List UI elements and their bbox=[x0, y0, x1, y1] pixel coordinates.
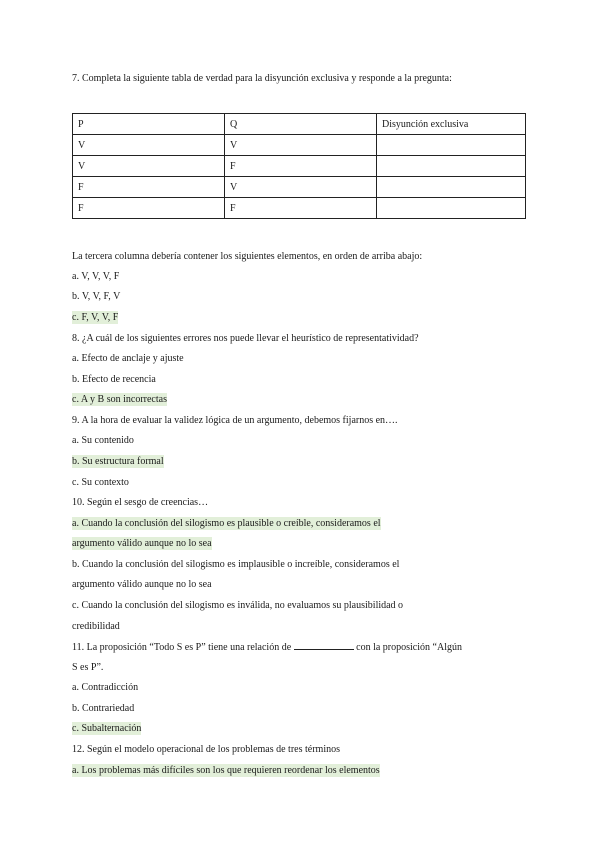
q12-prompt: 12. Según el modelo operacional de los problemas de tres términos bbox=[72, 744, 340, 755]
cell-xor[interactable] bbox=[377, 156, 526, 177]
header-p: P bbox=[73, 114, 225, 135]
q10-option-c-cont: credibilidad bbox=[72, 621, 120, 632]
cell-xor[interactable] bbox=[377, 198, 526, 219]
table-header-row bbox=[73, 114, 526, 135]
q7-option-a: a. V, V, V, F bbox=[72, 271, 120, 282]
q8-option-b: b. Efecto de recencia bbox=[72, 374, 156, 385]
cell-p: V bbox=[73, 135, 225, 156]
q11-prompt-cont: S es P”. bbox=[72, 662, 104, 673]
header-xor: Disyunción exclusiva bbox=[377, 114, 526, 135]
header-q: Q bbox=[225, 114, 377, 135]
q11-option-a: a. Contradicción bbox=[72, 682, 139, 693]
truth-table bbox=[72, 113, 526, 219]
q11-prompt-start: 11. La proposición “Todo S es P” tiene una relación de bbox=[72, 642, 292, 653]
q11-prompt-end: con la proposición “Algún bbox=[356, 642, 462, 653]
q10-option-a-cont: argumento válido aunque no lo sea bbox=[72, 538, 212, 549]
cell-xor[interactable] bbox=[377, 135, 526, 156]
q10-option-b-cont: argumento válido aunque no lo sea bbox=[72, 579, 212, 590]
q7-prompt: 7. Completa la siguiente tabla de verdad para la disyunción exclusiva y responde a la pregunta: bbox=[72, 73, 452, 84]
cell-q: V bbox=[225, 135, 377, 156]
q9-option-b: b. Su estructura formal bbox=[72, 456, 164, 467]
q7-option-b: b. V, V, F, V bbox=[72, 291, 121, 302]
q11-option-b: b. Contrariedad bbox=[72, 703, 135, 714]
table-row bbox=[73, 177, 526, 198]
q10-option-c: c. Cuando la conclusión del silogismo es inválida, no evaluamos su plausibilidad o bbox=[72, 600, 404, 611]
q8-option-c: c. A y B son incorrectas bbox=[72, 394, 167, 405]
table-row bbox=[73, 198, 526, 219]
q10-option-b: b. Cuando la conclusión del silogismo es implausible o increíble, consideramos el bbox=[72, 559, 400, 570]
q12-option-a: a. Los problemas más difíciles son los que requieren reordenar los elementos bbox=[72, 765, 380, 776]
cell-q: V bbox=[225, 177, 377, 198]
q11-prompt bbox=[72, 640, 462, 654]
q9-option-c: c. Su contexto bbox=[72, 477, 129, 488]
q10-prompt: 10. Según el sesgo de creencias… bbox=[72, 497, 209, 508]
q8-option-a: a. Efecto de anclaje y ajuste bbox=[72, 353, 184, 364]
q8-prompt: 8. ¿A cuál de los siguientes errores nos puede llevar el heurístico de representatividad? bbox=[72, 333, 419, 344]
cell-q: F bbox=[225, 156, 377, 177]
table-row bbox=[73, 135, 526, 156]
q9-option-a: a. Su contenido bbox=[72, 435, 134, 446]
q11-option-c: c. Subalternación bbox=[72, 723, 142, 734]
q7-option-c: c. F, V, V, F bbox=[72, 312, 119, 323]
cell-p: F bbox=[73, 198, 225, 219]
cell-q: F bbox=[225, 198, 377, 219]
answer-blank[interactable] bbox=[294, 640, 354, 650]
cell-p: V bbox=[73, 156, 225, 177]
q10-option-a: a. Cuando la conclusión del silogismo es plausible o creíble, consideramos el bbox=[72, 518, 381, 529]
q7-question: La tercera columna debería contener los siguientes elementos, en orden de arriba abajo: bbox=[72, 251, 423, 262]
cell-p: F bbox=[73, 177, 225, 198]
cell-xor[interactable] bbox=[377, 177, 526, 198]
q9-prompt: 9. A la hora de evaluar la validez lógica de un argumento, debemos fijarnos en…. bbox=[72, 415, 398, 426]
table-row bbox=[73, 156, 526, 177]
